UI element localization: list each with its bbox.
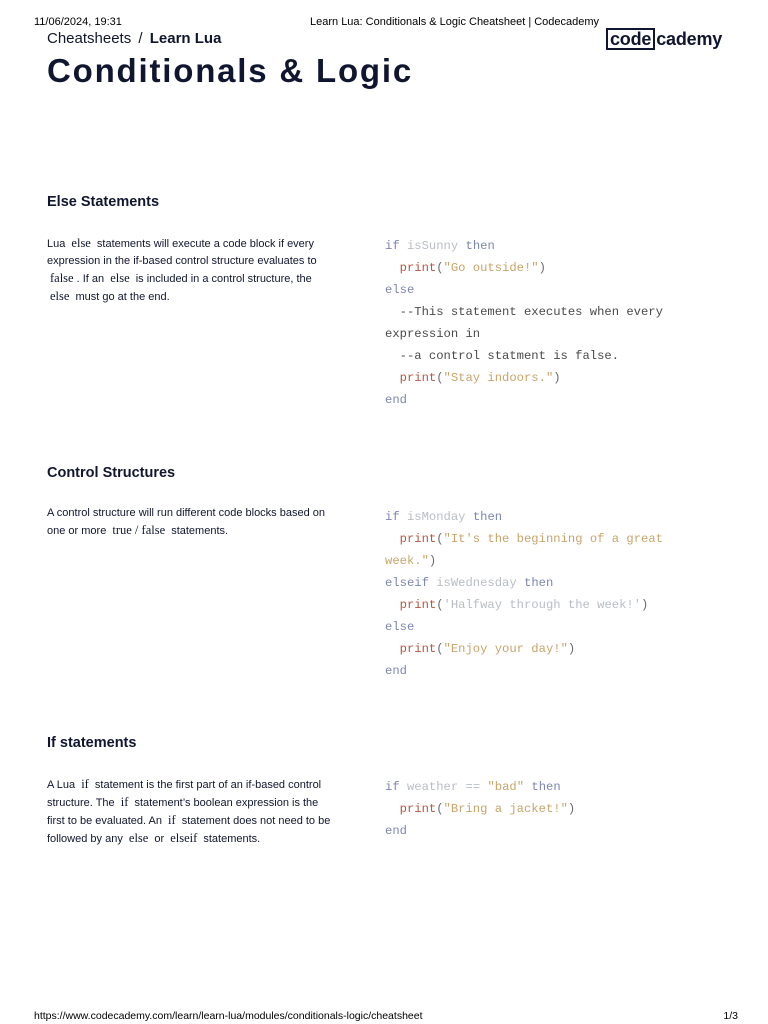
section-heading: If statements	[47, 735, 137, 751]
code-token: 'Halfway through the week!'	[443, 598, 642, 612]
codecademy-logo[interactable]	[606, 28, 722, 50]
code-token: end	[385, 824, 407, 838]
code-token: "It's the beginning of a great week."	[385, 532, 671, 568]
inline-code-keyword: if	[120, 795, 129, 809]
desc-text: must go at the end.	[75, 291, 170, 303]
desc-text: statement is the first part of an if-based control structure. The	[47, 779, 322, 809]
logo-rest-text: cademy	[656, 28, 723, 49]
code-token: print	[399, 802, 437, 816]
desc-text: is included in a control structure, the	[135, 273, 312, 285]
section-heading: Else Statements	[47, 194, 160, 210]
code-token: "Bring a jacket!"	[443, 802, 568, 816]
breadcrumb-separator: /	[138, 30, 143, 47]
code-comment: --a control statment is false.	[399, 349, 620, 363]
code-token: if	[385, 780, 400, 794]
code-token: isSunny	[406, 239, 459, 253]
code-token: "Go outside!"	[443, 261, 539, 275]
code-token: else	[385, 620, 415, 634]
code-token: "Stay indoors."	[443, 371, 554, 385]
page-title: Conditionals & Logic	[47, 52, 413, 89]
code-token: weather	[406, 780, 459, 794]
desc-text: statements.	[203, 833, 261, 845]
inline-code-keyword: false	[50, 271, 74, 285]
section-description	[47, 505, 337, 540]
desc-text: A control structure will run different code blocks based on one or more	[47, 507, 326, 537]
code-token: then	[531, 780, 561, 794]
code-token: print	[399, 532, 437, 546]
code-token: isWednesday	[436, 576, 517, 590]
code-example: if isMonday then print("It's the beginning of a great week.") elseif isWednesday then print('Halfway through the week!') else print("Enjoy your day!") end	[385, 510, 671, 678]
code-token: end	[385, 664, 407, 678]
breadcrumb-learn-lua-link[interactable]: Learn Lua	[149, 30, 222, 47]
desc-text: statement’s boolean expression is the first to be evaluated. An	[47, 797, 319, 827]
code-token: end	[385, 393, 407, 407]
inline-code-keyword: else	[110, 271, 130, 285]
code-token: if	[385, 239, 400, 253]
inline-code-keyword: else	[128, 831, 149, 845]
code-token: ==	[465, 780, 481, 794]
code-token: if	[385, 510, 400, 524]
code-token: isMonday	[406, 510, 466, 524]
print-doc-title: Learn Lua: Conditionals & Logic Cheatsheet | Codecademy	[310, 16, 600, 28]
desc-text: . If an	[76, 273, 105, 285]
code-token: print	[399, 371, 437, 385]
breadcrumb	[47, 30, 221, 47]
logo-boxed-text: code	[606, 28, 655, 50]
code-token: print	[399, 261, 437, 275]
code-token: else	[385, 283, 415, 297]
desc-text: statements.	[171, 525, 229, 537]
section-description	[47, 235, 337, 306]
desc-text: statement does not need to be followed by any	[47, 815, 331, 845]
breadcrumb-cheatsheets-link[interactable]: Cheatsheets	[47, 30, 132, 47]
inline-code-keyword: elseif	[170, 831, 198, 845]
code-example: if weather == "bad" then print("Bring a jacket!") end	[385, 780, 576, 838]
code-token: elseif	[385, 576, 429, 590]
desc-text: statements will execute a code block if every expression in the if-based control structure evaluates to	[47, 238, 317, 267]
desc-text: or	[154, 833, 165, 845]
inline-code-keyword: if	[168, 813, 176, 827]
code-token: "Enjoy your day!"	[443, 642, 568, 656]
code-token: print	[399, 598, 437, 612]
desc-text: A Lua	[47, 779, 76, 791]
inline-code-keyword: else	[50, 289, 70, 303]
print-datetime: 11/06/2024, 19:31	[34, 16, 122, 28]
code-token: then	[524, 576, 554, 590]
code-example: if isSunny then print("Go outside!") else --This statement executes when every expression in --a control statment is false. print("Stay indoors.") end	[385, 239, 671, 407]
code-token: then	[472, 510, 503, 524]
code-token: print	[399, 642, 437, 656]
code-comment: --This statement executes when every expression in	[385, 305, 671, 341]
page-url: https://www.codecademy.com/learn/learn-lua/modules/conditionals-logic/cheatsheet	[34, 1010, 423, 1022]
section-heading: Control Structures	[47, 465, 176, 481]
inline-code-keyword: true / false	[112, 523, 166, 537]
desc-text: Lua	[47, 238, 66, 250]
code-token: then	[465, 239, 495, 253]
code-token: "bad"	[487, 780, 525, 794]
page-number: 1/3	[723, 1010, 738, 1022]
section-description	[47, 776, 337, 848]
inline-code-keyword: if	[81, 777, 89, 791]
inline-code-keyword: else	[71, 236, 91, 250]
